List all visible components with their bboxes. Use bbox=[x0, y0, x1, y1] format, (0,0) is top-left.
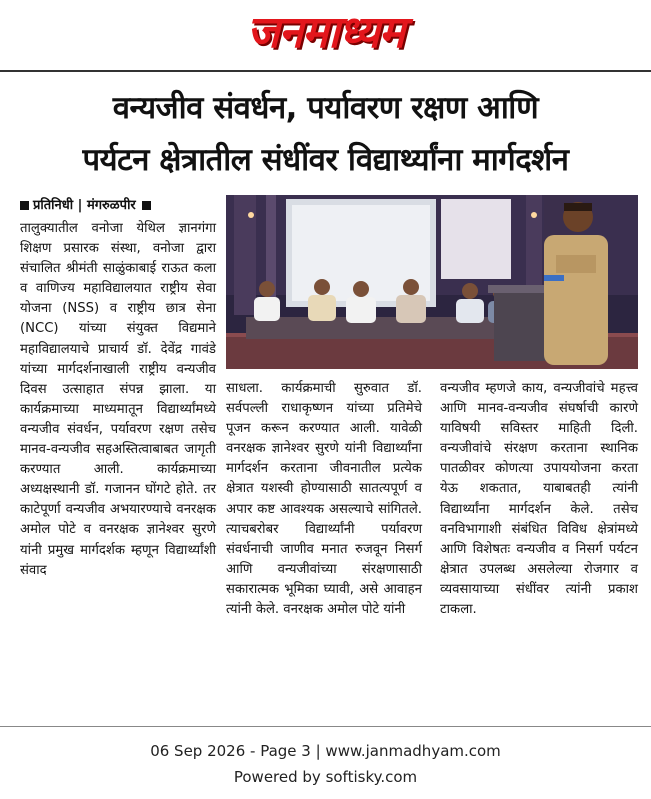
byline-separator: | bbox=[73, 198, 87, 213]
event-photo-illustration bbox=[226, 195, 638, 369]
article-headline bbox=[6, 82, 645, 186]
square-bullet-icon bbox=[142, 201, 151, 210]
byline-place: मंगरुळपीर bbox=[86, 198, 136, 213]
masthead-divider bbox=[0, 70, 651, 72]
footer-edition-info[interactable]: 06 Sep 2026 - Page 3 | www.janmadhyam.com bbox=[150, 742, 501, 760]
byline bbox=[20, 196, 220, 216]
headline-line-1: वन्यजीव संवर्धन, पर्यावरण रक्षण आणि bbox=[112, 90, 539, 126]
masthead bbox=[0, 0, 651, 66]
footer-powered-by[interactable]: Powered by softisky.com bbox=[233, 768, 418, 786]
square-bullet-icon bbox=[20, 201, 29, 210]
event-photo bbox=[226, 195, 638, 369]
article-column-3: वन्यजीव म्हणजे काय, वन्यजीवांचे महत्त्व आणि मानव-वन्यजीव संघर्षाची कारणे याविषयी सविस्तर माहिती दिली. वन्यजीवांचे संरक्षण करताना स्थानिक पातळीवर कोणत्या उपाययोजना करता येऊ शकतात, याबाबतही त्यांनी विद्यार्थ्यांना मार्गदर्शन केले. तसेच वनविभागाशी संबंधित विविध क्षेत्रांमध्ये आणि विशेषतः वन्यजीव व निसर्ग पर्यटन क्षेत्रात उपलब्ध असलेल्या रोजगार व व्यवसायाच्या संधींवर त्यांनी प्रकाश टाकला. bbox=[440, 381, 638, 618]
newspaper-logo[interactable]: जनमाध्यम bbox=[246, 7, 405, 58]
byline-reporter: प्रतिनिधी bbox=[33, 198, 74, 213]
article-column-2: साधला. कार्यक्रमाची सुरुवात डॉ. सर्वपल्ली राधाकृष्णन यांच्या प्रतिमेचे पूजन करून करण्यात आली. यावेळी वनरक्षक ज्ञानेश्वर सुरणे यांनी विद्यार्थ्यांना मार्गदर्शन करताना जीवनातील प्रत्येक क्षेत्रात यशस्वी होण्यासाठी सातत्यपूर्ण व अपार कष्ट आवश्यक असल्याचे सांगितले. त्याचबरोबर विद्यार्थ्यांनी पर्यावरण संवर्धनाची जाणीव मनात रुजवून निसर्ग आणि वन्यजीवांच्या संरक्षणासाठी सकारात्मक भूमिका घ्यावी, असे आवाहन त्यांनी केले. वनरक्षक अमोल पोटे यांनी bbox=[226, 381, 422, 618]
page-footer bbox=[0, 738, 651, 790]
article-column-1: तालुक्यातील वनोजा येथिल ज्ञानगंगा शिक्षण प्रसारक संस्था, वनोजा द्वारा संचालित श्रीमंती साळुंकाबाई राऊत कला व वाणिज्य महाविद्यालयात राष्ट्रीय सेवा योजना (NSS) व राष्ट्रीय छात्र सेना (NCC) यांच्या संयुक्त विद्यमाने महाविद्यालयाचे प्राचार्य डॉ. देवेंद्र गावंडे यांच्या मार्गदर्शनाखाली राष्ट्रीय वन्यजीव दिवस उत्साहात संपन्न झाला. या कार्यक्रमाच्या माध्यमातून विद्यार्थ्यांमध्ये वन्यजीव संवर्धन, पर्यावरण रक्षण तसेच मानव-वन्यजीव सहअस्तित्वाबाबत जागृती करण्यात आली. कार्यक्रमाच्या अध्यक्षस्थानी डॉ. गजानन घोंगटे होते. तर काटेपूर्णा वन्यजीव अभयारण्याचे वनरक्षक अमोल पोटे व वनरक्षक ज्ञानेश्वर सुरणे यांनी प्रमुख मार्गदर्शक म्हणून विद्यार्थ्यांशी संवाद bbox=[20, 221, 216, 578]
footer-divider bbox=[0, 726, 651, 727]
headline-line-2: पर्यटन क्षेत्रातील संधींवर विद्यार्थ्यांना मार्गदर्शन bbox=[82, 142, 569, 178]
